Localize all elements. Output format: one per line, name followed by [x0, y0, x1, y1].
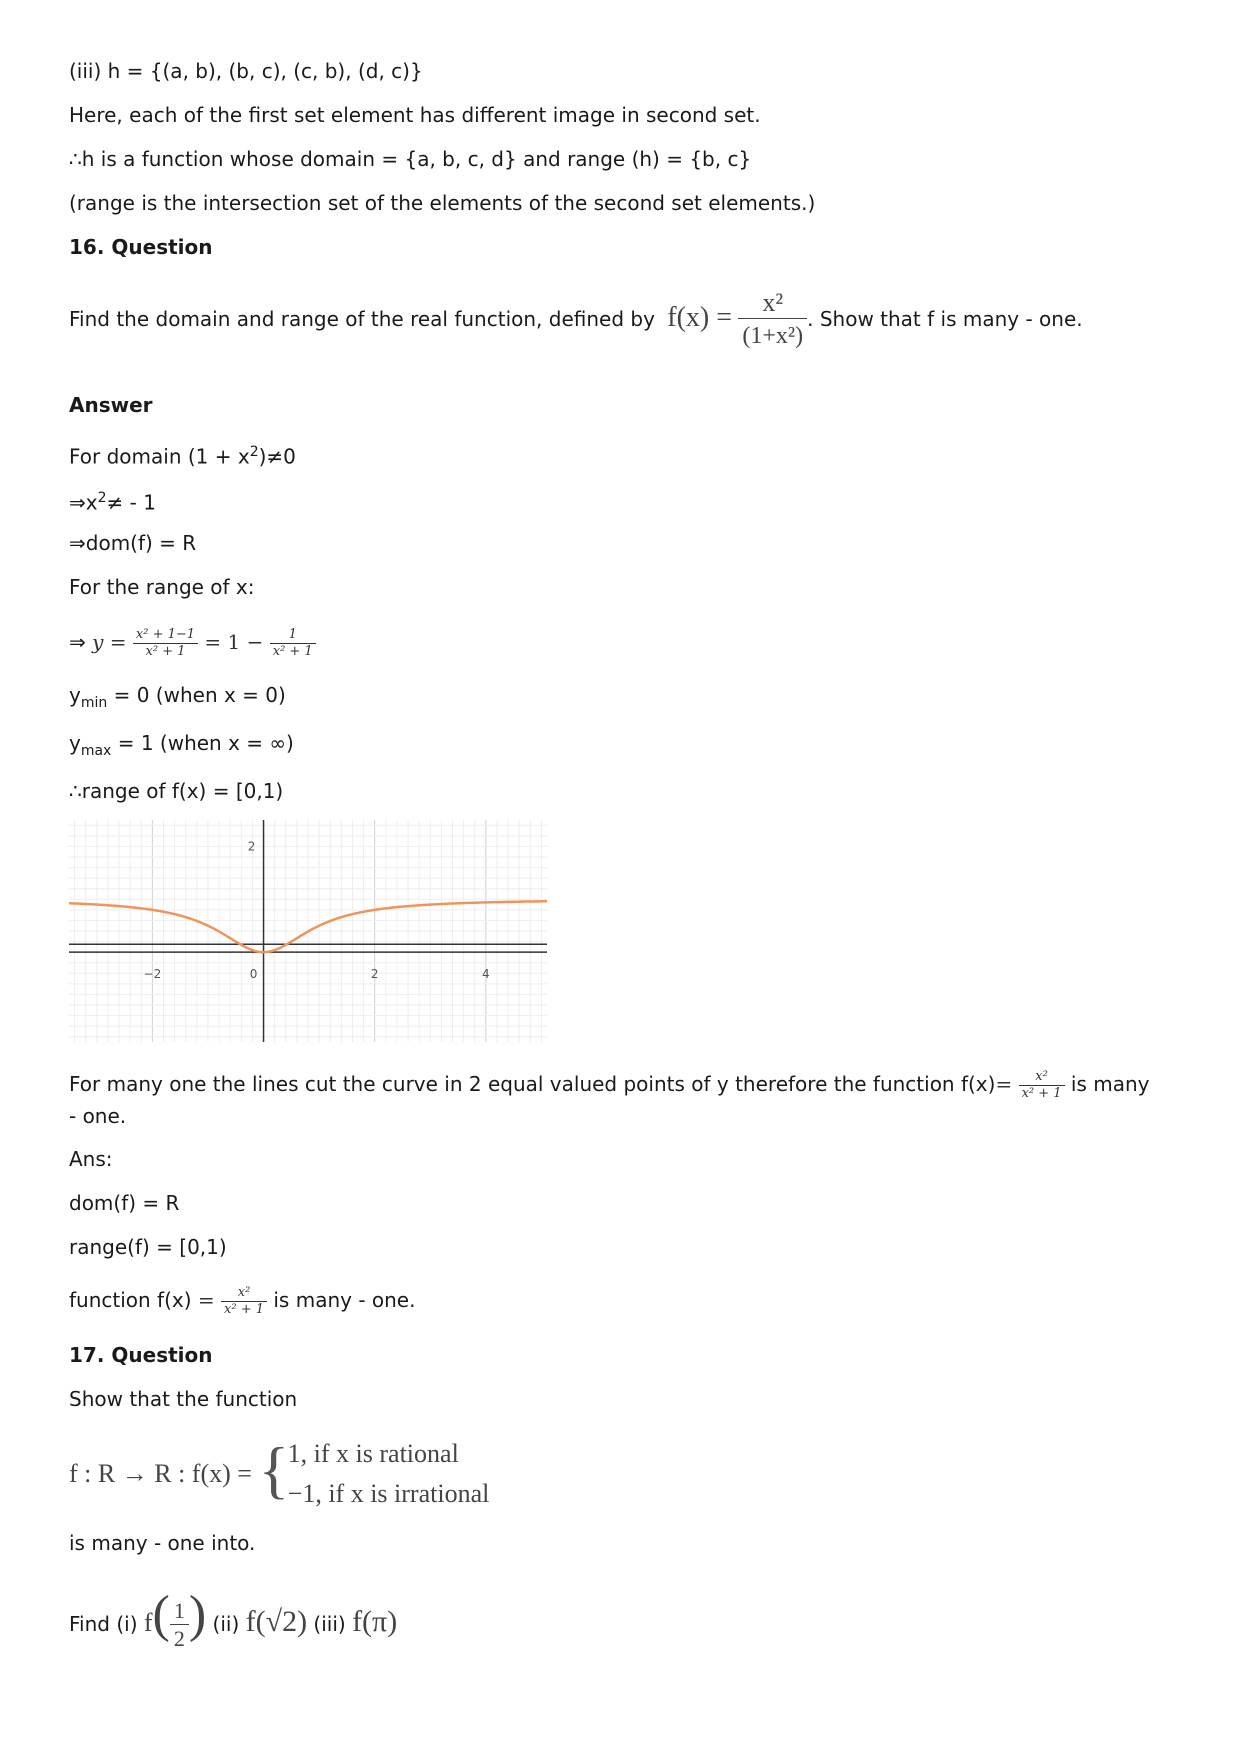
text-line: (range is the intersection set of the elements of the second set elements.) — [69, 191, 816, 215]
fraction-denominator: x² + 1 — [1021, 1086, 1062, 1101]
ymax-line — [69, 730, 294, 764]
y-equals: y = — [92, 630, 127, 654]
ymax-text: = 1 (when x = ∞) — [111, 731, 294, 755]
equals-one-minus: = 1 − — [204, 630, 264, 654]
fraction-numerator: x² — [1019, 1069, 1065, 1086]
text-line: Here, each of the first set element has different image in second set. — [69, 103, 761, 127]
many-one-fraction — [1019, 1069, 1065, 1102]
x-tick-label: 4 — [482, 967, 490, 982]
formula-denominator: (1+x²) — [742, 323, 804, 349]
formula-fraction — [738, 288, 807, 353]
subscript: max — [80, 743, 112, 759]
exponent: 2 — [249, 444, 259, 460]
fraction-numerator: 1 — [270, 627, 316, 644]
domain-line-2 — [69, 485, 156, 516]
range-result: ∴range of f(x) = [0,1) — [69, 779, 284, 803]
y-tick-label: 2 — [247, 839, 256, 854]
domain-line-1 — [69, 439, 296, 470]
exponent: 2 — [97, 490, 107, 506]
text-line: (iii) h = {(a, b), (b, c), (c, b), (d, c)} — [69, 59, 423, 83]
y-symbol: y — [69, 683, 81, 707]
fraction-numerator: x² + 1−1 — [133, 627, 198, 644]
ymin-text: = 0 (when x = 0) — [107, 683, 286, 707]
fraction-denominator: x² + 1 — [224, 1302, 265, 1317]
ans-function — [69, 1278, 415, 1322]
question-text-before: Find the domain and range of the real function, defined by — [69, 307, 655, 331]
function-graph — [69, 820, 547, 1042]
many-one-text-after: is many — [1070, 1072, 1150, 1096]
question-text — [69, 283, 1083, 354]
text-line: ∴h is a function whose domain = {a, b, c, d} and range (h) = {b, c} — [69, 147, 752, 171]
question-text: Show that the function — [69, 1387, 298, 1411]
ans-range: range(f) = [0,1) — [69, 1235, 227, 1259]
fraction-numerator: 1 — [170, 1598, 189, 1625]
question-heading: 17. Question — [69, 1343, 213, 1367]
function-text-after: is many - one. — [273, 1288, 416, 1312]
ymin-line — [69, 682, 286, 716]
find-label: Find (i) — [69, 1612, 138, 1636]
range-fraction-2 — [270, 627, 316, 660]
f-sqrt-two: f(√2) — [245, 1605, 308, 1638]
subscript: min — [80, 695, 108, 711]
part-iii: (iii) — [313, 1612, 346, 1636]
range-fraction-1 — [133, 627, 198, 660]
curly-brace: { — [258, 1434, 290, 1506]
formula-numerator: x² — [738, 288, 807, 319]
paren-close: ) — [188, 1586, 207, 1643]
many-one-text-before: For many one the lines cut the curve in 2 equal valued points of y therefore the function f(x) — [69, 1072, 996, 1096]
f-pi: f(π) — [352, 1605, 398, 1638]
domain-line-text: ≠ - 1 — [106, 490, 156, 515]
half-fraction — [170, 1598, 189, 1653]
ans-fraction — [221, 1285, 267, 1318]
x-tick-label: 0 — [249, 967, 258, 982]
many-one-line-2: - one. — [69, 1104, 127, 1128]
case-irrational: −1, if x is irrational — [287, 1479, 490, 1509]
range-formula — [69, 620, 316, 664]
many-one-text — [69, 1062, 1150, 1106]
implies-symbol: ⇒ — [69, 630, 86, 654]
question-tail: is many - one into. — [69, 1531, 256, 1555]
question-heading: 16. Question — [69, 235, 213, 259]
paren-open: ( — [152, 1586, 170, 1643]
f-symbol: f — [143, 1608, 153, 1637]
equals: = — [197, 1288, 215, 1312]
question-text-after: . Show that f is many - one. — [807, 307, 1083, 331]
domain-line-3: ⇒dom(f) = R — [69, 531, 197, 555]
ans-label: Ans: — [69, 1147, 113, 1171]
find-line — [69, 1580, 397, 1659]
function-label: function f(x) — [69, 1288, 192, 1312]
definition-lhs: f : R → R : f(x) = — [69, 1459, 252, 1489]
formula-lhs: f(x) = — [667, 302, 733, 333]
range-intro: For the range of x: — [69, 575, 255, 599]
fraction-denominator: x² + 1 — [272, 644, 313, 659]
case-rational: 1, if x is rational — [287, 1439, 459, 1469]
fraction-denominator: 2 — [173, 1626, 185, 1651]
equals: = — [995, 1072, 1013, 1096]
fraction-numerator: x² — [221, 1285, 267, 1302]
piecewise-cases — [288, 1434, 490, 1514]
answer-heading: Answer — [69, 393, 153, 417]
y-symbol: y — [69, 731, 81, 755]
x-tick-label: 2 — [370, 967, 379, 982]
domain-line-text: For domain (1 + x — [69, 444, 250, 469]
fraction-denominator: x² + 1 — [145, 644, 186, 659]
x-tick-label: −2 — [143, 967, 162, 982]
part-ii: (ii) — [212, 1612, 240, 1636]
piecewise-definition — [69, 1430, 489, 1516]
domain-line-text: )≠0 — [258, 444, 296, 469]
ans-domain: dom(f) = R — [69, 1191, 180, 1215]
domain-line-text: ⇒x — [69, 490, 98, 515]
